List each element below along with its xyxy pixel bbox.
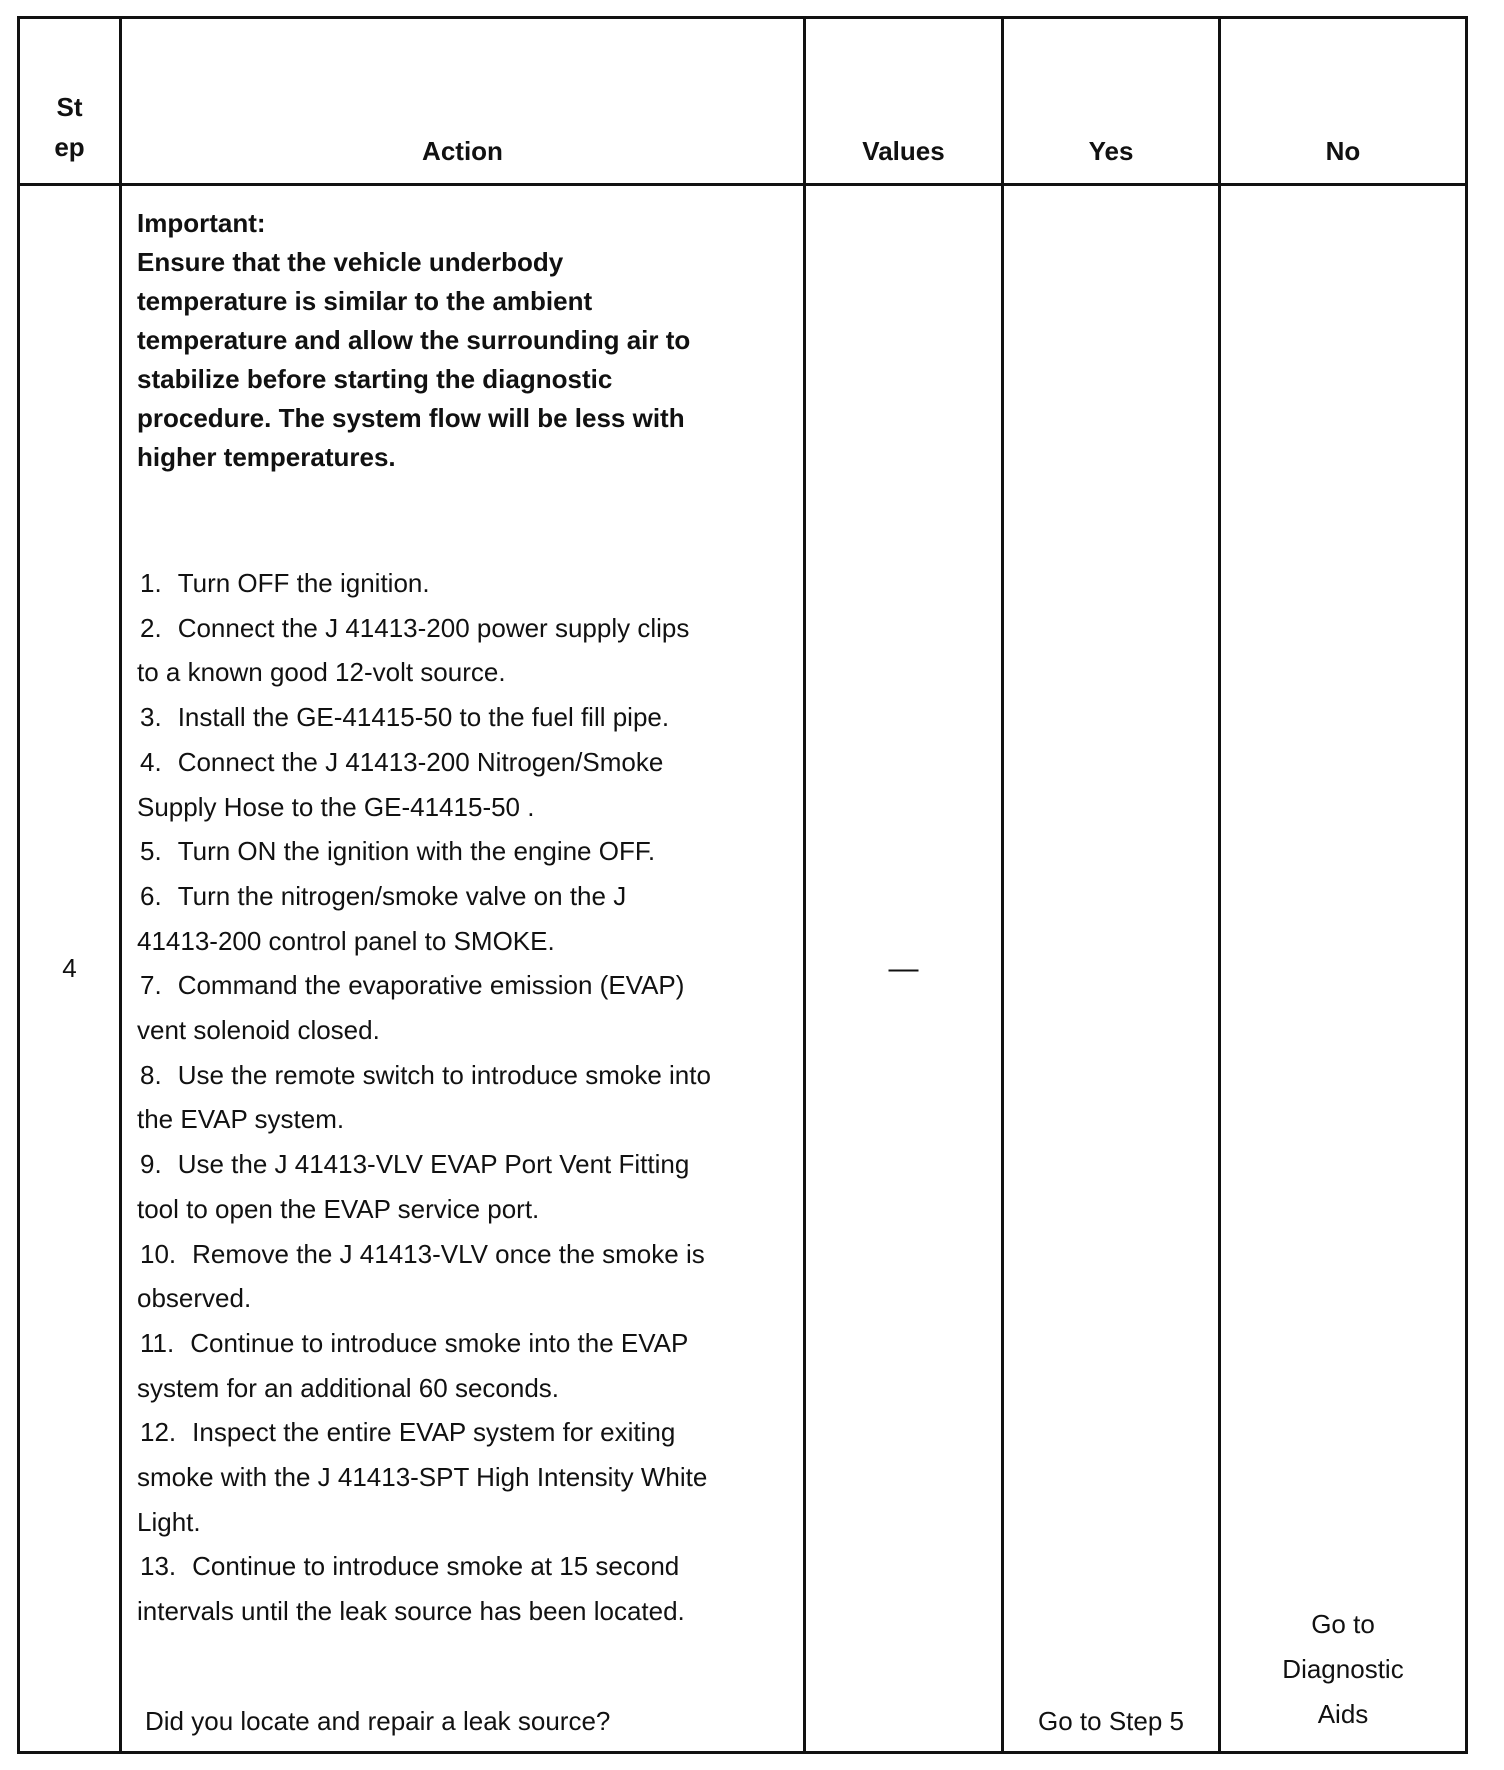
list-item: [137, 740, 712, 829]
no-cell: [1220, 185, 1467, 1753]
step-item-text: Turn the nitrogen/smoke valve on the J 41413-200 control panel to SMOKE.: [137, 880, 627, 956]
step-item-text: Connect the J 41413-200 Nitrogen/Smoke Supply Hose to the GE-41415-50 .: [137, 746, 664, 822]
table-row: [19, 185, 1467, 1753]
no-text-line3: Aids: [1317, 1699, 1369, 1729]
step-item-number: 6.: [140, 880, 162, 911]
list-item: [137, 874, 712, 963]
list-item: [137, 695, 712, 740]
list-item: [137, 606, 712, 695]
list-item: [137, 1544, 712, 1633]
step-item-number: 3.: [140, 702, 162, 733]
step-column-header: [19, 18, 121, 185]
step-header-line1: St: [56, 92, 83, 122]
important-label: Important:: [137, 208, 266, 238]
header-row: [19, 18, 1467, 185]
step-item-number: 1.: [140, 568, 162, 598]
step-item-number: 12.: [140, 1417, 177, 1448]
step-item-text: Use the J 41413-VLV EVAP Port Vent Fitting tool to open the EVAP service port.: [137, 1149, 690, 1224]
step-item-number: 9.: [140, 1149, 162, 1180]
action-column-header: Action: [121, 18, 805, 185]
step-item-number: 5.: [140, 836, 162, 867]
important-note: [137, 204, 783, 477]
step-item-text: Install the GE-41415-50 to the fuel fill pipe.: [177, 702, 670, 733]
list-item: [137, 829, 712, 874]
yes-column-header: Yes: [1003, 18, 1220, 185]
list-item: [137, 1410, 712, 1544]
step-item-number: 13.: [140, 1551, 177, 1582]
values-cell: —: [805, 185, 1003, 1753]
list-item: [137, 963, 712, 1052]
list-item: [137, 561, 712, 606]
yes-cell: Go to Step 5: [1003, 185, 1220, 1753]
no-column-header: No: [1220, 18, 1467, 185]
step-item-text: Connect the J 41413-200 power supply clips to a known good 12-volt source.: [137, 612, 690, 688]
no-text-line1: Go to: [1311, 1609, 1375, 1639]
step-item-text: Continue to introduce smoke at 15 second intervals until the leak source has been located.: [137, 1551, 685, 1627]
step-header-line2: ep: [54, 132, 85, 162]
step-item-text: Continue to introduce smoke into the EVAP system for an additional 60 seconds.: [137, 1327, 688, 1403]
procedure-steps: [137, 561, 783, 1634]
step-item-number: 4.: [140, 746, 162, 777]
step-item-number: 7.: [140, 970, 162, 1001]
step-item-number: 8.: [140, 1059, 162, 1090]
step-item-number: 11.: [140, 1327, 175, 1358]
question-text: Did you locate and repair a leak source?: [145, 1706, 611, 1736]
step-item-text: Command the evaporative emission (EVAP) vent solenoid closed.: [137, 970, 685, 1046]
step-number: 4: [19, 185, 121, 1753]
diagnostic-table: [17, 16, 1468, 1754]
step-item-text: Turn OFF the ignition.: [177, 568, 430, 598]
step-item-text: Remove the J 41413-VLV once the smoke is observed.: [137, 1238, 705, 1314]
list-item: [137, 1232, 712, 1321]
values-column-header: Values: [805, 18, 1003, 185]
important-text: Ensure that the vehicle underbody temperature is similar to the ambient temperature and allow the surrounding air to stabilize before starting the diagnostic procedure. The system flow will be less with higher temperatures.: [137, 247, 691, 472]
step-item-text: Turn ON the ignition with the engine OFF.: [177, 836, 656, 867]
step-item-number: 2.: [140, 612, 162, 643]
list-item: [137, 1053, 712, 1142]
no-text-line2: Diagnostic: [1282, 1654, 1404, 1684]
action-cell: [121, 185, 805, 1753]
step-item-text: Inspect the entire EVAP system for exiting smoke with the J 41413-SPT High Intensity White Light.: [137, 1417, 708, 1537]
list-item: [137, 1142, 712, 1231]
step-item-text: Use the remote switch to introduce smoke into the EVAP system.: [137, 1059, 711, 1135]
list-item: [137, 1321, 712, 1410]
step-item-number: 10.: [140, 1238, 177, 1269]
